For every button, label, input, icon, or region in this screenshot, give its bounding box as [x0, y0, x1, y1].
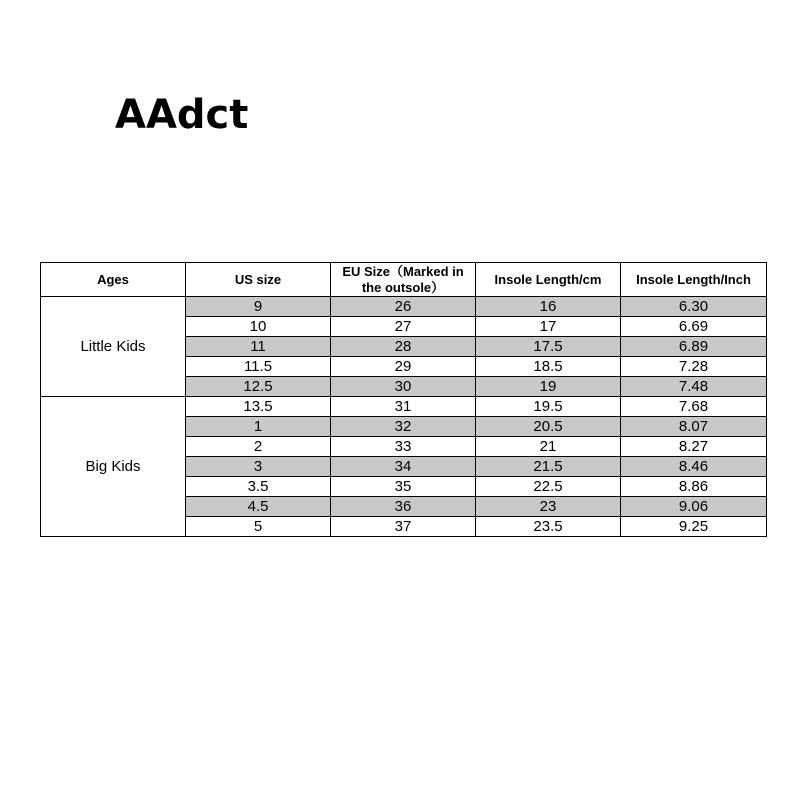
insole-cm-cell: 19: [476, 377, 621, 397]
insole-inch-cell: 6.30: [621, 297, 767, 317]
us-size-cell: 12.5: [186, 377, 331, 397]
insole-inch-cell: 8.07: [621, 417, 767, 437]
us-size-cell: 3: [186, 457, 331, 477]
eu-size-cell: 27: [331, 317, 476, 337]
insole-inch-cell: 9.25: [621, 517, 767, 537]
insole-cm-cell: 19.5: [476, 397, 621, 417]
insole-inch-cell: 6.69: [621, 317, 767, 337]
age-group-label: Little Kids: [41, 297, 186, 397]
brand-logo-text: AAdct: [115, 92, 249, 138]
header-row: [41, 263, 767, 297]
insole-inch-cell: 8.27: [621, 437, 767, 457]
us-size-cell: 11.5: [186, 357, 331, 377]
us-size-cell: 4.5: [186, 497, 331, 517]
eu-size-cell: 32: [331, 417, 476, 437]
size-chart-body: [41, 297, 767, 537]
eu-size-cell: 28: [331, 337, 476, 357]
us-size-cell: 2: [186, 437, 331, 457]
insole-cm-cell: 23.5: [476, 517, 621, 537]
insole-cm-cell: 20.5: [476, 417, 621, 437]
us-size-cell: 3.5: [186, 477, 331, 497]
us-size-cell: 9: [186, 297, 331, 317]
insole-cm-cell: 23: [476, 497, 621, 517]
insole-inch-cell: 8.46: [621, 457, 767, 477]
insole-cm-cell: 16: [476, 297, 621, 317]
insole-cm-cell: 17: [476, 317, 621, 337]
eu-size-cell: 30: [331, 377, 476, 397]
eu-size-cell: 37: [331, 517, 476, 537]
us-size-cell: 5: [186, 517, 331, 537]
eu-size-cell: 34: [331, 457, 476, 477]
us-size-cell: 10: [186, 317, 331, 337]
table-row: [41, 297, 767, 317]
header-ages: Ages: [41, 263, 186, 297]
header-insole-inch: Insole Length/Inch: [621, 263, 767, 297]
eu-size-cell: 33: [331, 437, 476, 457]
size-chart-table: [40, 262, 767, 537]
header-insole-cm: Insole Length/cm: [476, 263, 621, 297]
eu-size-cell: 26: [331, 297, 476, 317]
us-size-cell: 1: [186, 417, 331, 437]
header-us-size: US size: [186, 263, 331, 297]
insole-cm-cell: 18.5: [476, 357, 621, 377]
insole-cm-cell: 22.5: [476, 477, 621, 497]
age-group-label: Big Kids: [41, 397, 186, 537]
insole-cm-cell: 17.5: [476, 337, 621, 357]
insole-inch-cell: 8.86: [621, 477, 767, 497]
insole-inch-cell: 7.48: [621, 377, 767, 397]
us-size-cell: 11: [186, 337, 331, 357]
insole-inch-cell: 9.06: [621, 497, 767, 517]
insole-cm-cell: 21: [476, 437, 621, 457]
insole-inch-cell: 6.89: [621, 337, 767, 357]
header-eu-size: EU Size（Marked in the outsole）: [331, 263, 476, 297]
insole-cm-cell: 21.5: [476, 457, 621, 477]
insole-inch-cell: 7.68: [621, 397, 767, 417]
eu-size-cell: 31: [331, 397, 476, 417]
eu-size-cell: 36: [331, 497, 476, 517]
table-row: [41, 397, 767, 417]
eu-size-cell: 35: [331, 477, 476, 497]
us-size-cell: 13.5: [186, 397, 331, 417]
insole-inch-cell: 7.28: [621, 357, 767, 377]
eu-size-cell: 29: [331, 357, 476, 377]
